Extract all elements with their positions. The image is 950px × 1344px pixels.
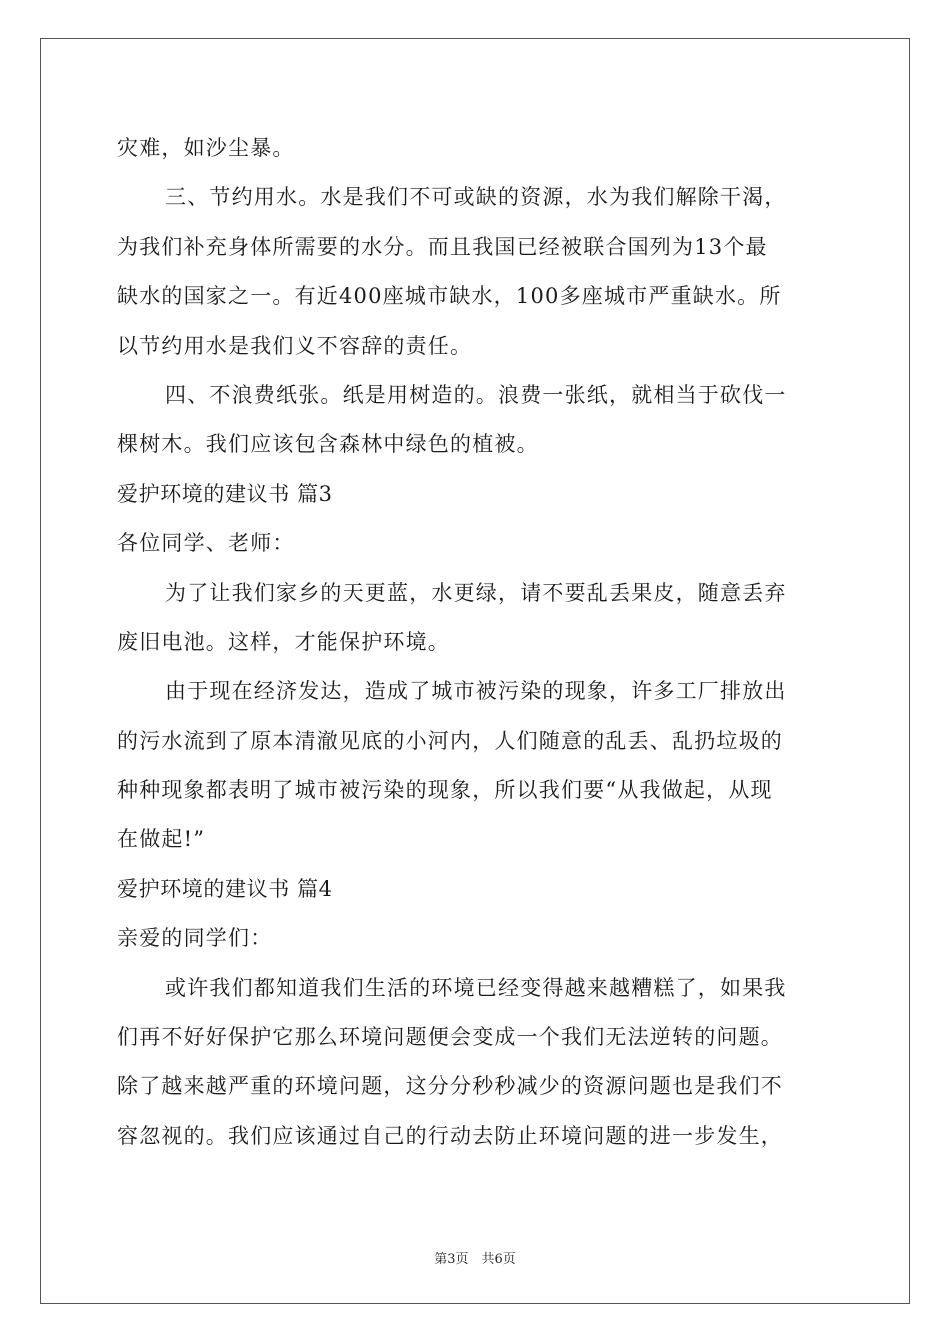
text-line: 在做起!”	[117, 827, 206, 852]
text-line: 们再不好好保护它那么环境问题便会变成一个我们无法逆转的问题。	[117, 1025, 783, 1050]
text-line: 废旧电池。这样，才能保护环境。	[117, 629, 450, 654]
text-line: 由于现在经济发达，造成了城市被污染的现象，许多工厂排放出	[165, 679, 787, 704]
section-heading: 爱护环境的建议书 篇3	[117, 481, 333, 506]
salutation: 各位同学、老师：	[117, 531, 295, 556]
page-number: 第3页 共6页	[434, 1252, 516, 1267]
text-line: 棵树木。我们应该包含森林中绿色的植被。	[117, 432, 539, 457]
salutation: 亲爱的同学们：	[117, 926, 273, 951]
page-footer	[0, 1248, 950, 1267]
text-line: 容忽视的。我们应该通过自己的行动去防止环境问题的进一步发生，	[117, 1123, 783, 1148]
text-line: 的污水流到了原本清澈见底的小河内，人们随意的乱丢、乱扔垃圾的	[117, 728, 783, 753]
section-heading: 爱护环境的建议书 篇4	[117, 876, 333, 901]
text-line: 缺水的国家之一。有近400座城市缺水，100多座城市严重缺水。所	[117, 284, 782, 309]
text-line: 或许我们都知道我们生活的环境已经变得越来越糟糕了，如果我	[165, 975, 787, 1000]
document-body	[117, 124, 837, 1161]
text-line: 除了越来越严重的环境问题，这分分秒秒减少的资源问题也是我们不	[117, 1074, 783, 1099]
text-line: 以节约用水是我们义不容辞的责任。	[117, 333, 473, 358]
text-line: 为了让我们家乡的天更蓝，水更绿，请不要乱丢果皮，随意丢弃	[165, 580, 787, 605]
text-line: 三、节约用水。水是我们不可或缺的资源，水为我们解除干渴，	[165, 185, 787, 210]
text-line: 灾难，如沙尘暴。	[117, 136, 295, 160]
text-line: 为我们补充身体所需要的水分。而且我国已经被联合国列为13个最	[117, 234, 768, 259]
text-line: 四、不浪费纸张。纸是用树造的。浪费一张纸，就相当于砍伐一	[165, 382, 787, 407]
text-line: 种种现象都表明了城市被污染的现象，所以我们要“从我做起，从现	[117, 778, 773, 803]
